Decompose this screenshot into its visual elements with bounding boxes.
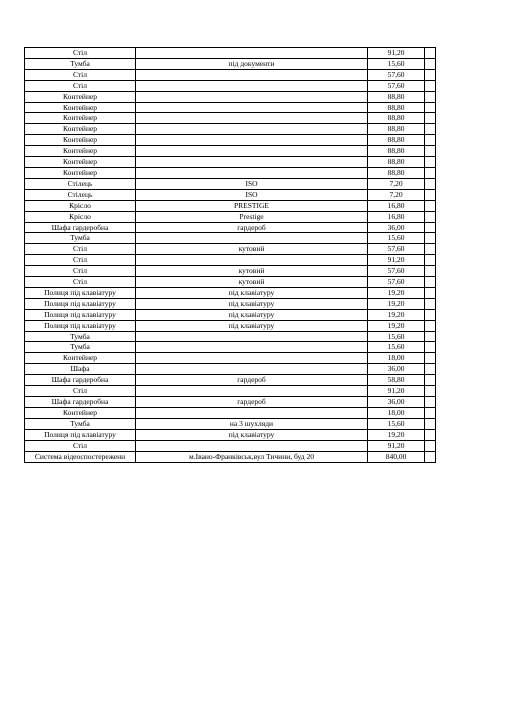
item-price-cell: 91,20 xyxy=(368,440,425,451)
table-row xyxy=(25,266,436,277)
item-price-cell: 58,80 xyxy=(368,375,425,386)
item-name-cell: Тумба xyxy=(25,331,136,342)
item-name-cell: Полиця під клавіатуру xyxy=(25,429,136,440)
blank-cell xyxy=(425,375,436,386)
blank-cell xyxy=(425,167,436,178)
table-row xyxy=(25,397,436,408)
inventory-table xyxy=(24,47,436,463)
item-note-cell: ISO xyxy=(136,189,368,200)
item-price-cell: 36,00 xyxy=(368,397,425,408)
item-name-cell: Система відеоспостереженн xyxy=(25,451,136,463)
item-price-cell: 36,00 xyxy=(368,364,425,375)
item-name-cell: Шафа гардеробна xyxy=(25,222,136,233)
item-name-cell: Контейнер xyxy=(25,353,136,364)
item-note-cell: під документи xyxy=(136,58,368,69)
item-name-cell: Контейнер xyxy=(25,113,136,124)
item-name-cell: Шафа гардеробна xyxy=(25,375,136,386)
blank-cell xyxy=(425,233,436,244)
item-price-cell: 57,60 xyxy=(368,80,425,91)
item-price-cell: 91,20 xyxy=(368,255,425,266)
table-row xyxy=(25,222,436,233)
blank-cell xyxy=(425,309,436,320)
blank-cell xyxy=(425,200,436,211)
item-price-cell: 7,20 xyxy=(368,189,425,200)
item-name-cell: Стілець xyxy=(25,178,136,189)
blank-cell xyxy=(425,124,436,135)
blank-cell xyxy=(425,113,436,124)
item-note-cell xyxy=(136,102,368,113)
item-name-cell: Стілець xyxy=(25,189,136,200)
table-row xyxy=(25,429,436,440)
blank-cell xyxy=(425,342,436,353)
blank-cell xyxy=(425,418,436,429)
item-price-cell: 15,60 xyxy=(368,342,425,353)
item-price-cell: 15,60 xyxy=(368,331,425,342)
item-name-cell: Крісло xyxy=(25,200,136,211)
table-row xyxy=(25,200,436,211)
table-row xyxy=(25,287,436,298)
item-price-cell: 15,60 xyxy=(368,233,425,244)
item-note-cell: гардероб xyxy=(136,397,368,408)
item-price-cell: 91,20 xyxy=(368,48,425,59)
blank-cell xyxy=(425,266,436,277)
table-row xyxy=(25,178,436,189)
item-price-cell: 36,00 xyxy=(368,222,425,233)
item-name-cell: Стіл xyxy=(25,244,136,255)
blank-cell xyxy=(425,255,436,266)
item-price-cell: 88,80 xyxy=(368,135,425,146)
blank-cell xyxy=(425,58,436,69)
table-row xyxy=(25,113,436,124)
item-name-cell: Контейнер xyxy=(25,157,136,168)
blank-cell xyxy=(425,211,436,222)
item-price-cell: 18,00 xyxy=(368,353,425,364)
blank-cell xyxy=(425,320,436,331)
item-note-cell xyxy=(136,91,368,102)
table-row xyxy=(25,189,436,200)
table-row xyxy=(25,48,436,59)
item-price-cell: 91,20 xyxy=(368,386,425,397)
item-name-cell: Тумба xyxy=(25,342,136,353)
table-row xyxy=(25,124,436,135)
item-price-cell: 19,20 xyxy=(368,429,425,440)
item-note-cell xyxy=(136,167,368,178)
item-price-cell: 19,20 xyxy=(368,298,425,309)
item-name-cell: Контейнер xyxy=(25,91,136,102)
item-name-cell: Полиця під клавіатуру xyxy=(25,309,136,320)
item-note-cell xyxy=(136,364,368,375)
item-price-cell: 88,80 xyxy=(368,167,425,178)
table-row xyxy=(25,58,436,69)
blank-cell xyxy=(425,429,436,440)
item-note-cell: ISO xyxy=(136,178,368,189)
item-price-cell: 19,20 xyxy=(368,320,425,331)
item-note-cell xyxy=(136,48,368,59)
table-row xyxy=(25,102,436,113)
table-row xyxy=(25,255,436,266)
item-note-cell xyxy=(136,255,368,266)
item-name-cell: Шафа xyxy=(25,364,136,375)
item-name-cell: Стіл xyxy=(25,386,136,397)
item-price-cell: 19,20 xyxy=(368,309,425,320)
table-row xyxy=(25,386,436,397)
item-name-cell: Стіл xyxy=(25,277,136,288)
item-price-cell: 16,80 xyxy=(368,200,425,211)
item-price-cell: 57,60 xyxy=(368,244,425,255)
item-note-cell xyxy=(136,135,368,146)
item-price-cell: 15,60 xyxy=(368,418,425,429)
item-note-cell xyxy=(136,157,368,168)
item-price-cell: 57,60 xyxy=(368,277,425,288)
item-note-cell xyxy=(136,124,368,135)
table-row xyxy=(25,451,436,463)
item-price-cell: 88,80 xyxy=(368,113,425,124)
table-row xyxy=(25,342,436,353)
table-row xyxy=(25,244,436,255)
item-note-cell: під клавіатуру xyxy=(136,429,368,440)
item-name-cell: Полиця під клавіатуру xyxy=(25,287,136,298)
blank-cell xyxy=(425,80,436,91)
table-row xyxy=(25,233,436,244)
item-price-cell: 840,00 xyxy=(368,451,425,463)
item-note-cell xyxy=(136,407,368,418)
table-row xyxy=(25,157,436,168)
item-note-cell: Prestige xyxy=(136,211,368,222)
item-name-cell: Контейнер xyxy=(25,102,136,113)
table-row xyxy=(25,309,436,320)
item-name-cell: Полиця під клавіатуру xyxy=(25,320,136,331)
item-note-cell: кутовий xyxy=(136,244,368,255)
blank-cell xyxy=(425,48,436,59)
blank-cell xyxy=(425,91,436,102)
table-row xyxy=(25,407,436,418)
blank-cell xyxy=(425,287,436,298)
table-row xyxy=(25,91,436,102)
item-name-cell: Тумба xyxy=(25,418,136,429)
table-row xyxy=(25,331,436,342)
table-row xyxy=(25,277,436,288)
item-note-cell: гардероб xyxy=(136,222,368,233)
table-row xyxy=(25,440,436,451)
table-row xyxy=(25,69,436,80)
item-name-cell: Стіл xyxy=(25,255,136,266)
table-row xyxy=(25,364,436,375)
blank-cell xyxy=(425,386,436,397)
blank-cell xyxy=(425,69,436,80)
item-name-cell: Стіл xyxy=(25,440,136,451)
item-price-cell: 19,20 xyxy=(368,287,425,298)
item-note-cell xyxy=(136,69,368,80)
item-price-cell: 16,80 xyxy=(368,211,425,222)
item-price-cell: 7,20 xyxy=(368,178,425,189)
item-name-cell: Стіл xyxy=(25,48,136,59)
blank-cell xyxy=(425,331,436,342)
item-name-cell: Полиця під клавіатуру xyxy=(25,298,136,309)
blank-cell xyxy=(425,222,436,233)
item-note-cell xyxy=(136,80,368,91)
item-price-cell: 57,60 xyxy=(368,69,425,80)
item-note-cell xyxy=(136,331,368,342)
item-note-cell: кутовий xyxy=(136,277,368,288)
table-row xyxy=(25,146,436,157)
item-note-cell xyxy=(136,113,368,124)
item-price-cell: 57,60 xyxy=(368,266,425,277)
item-name-cell: Контейнер xyxy=(25,407,136,418)
item-note-cell xyxy=(136,342,368,353)
blank-cell xyxy=(425,189,436,200)
item-name-cell: Контейнер xyxy=(25,135,136,146)
item-note-cell: PRESTIGE xyxy=(136,200,368,211)
blank-cell xyxy=(425,102,436,113)
blank-cell xyxy=(425,440,436,451)
item-note-cell xyxy=(136,386,368,397)
item-note-cell: під клавіатуру xyxy=(136,287,368,298)
inventory-table-body xyxy=(25,48,436,463)
table-row xyxy=(25,135,436,146)
item-name-cell: Стіл xyxy=(25,266,136,277)
table-row xyxy=(25,80,436,91)
blank-cell xyxy=(425,407,436,418)
item-name-cell: Контейнер xyxy=(25,167,136,178)
item-note-cell: під клавіатуру xyxy=(136,309,368,320)
item-note-cell: кутовий xyxy=(136,266,368,277)
item-price-cell: 88,80 xyxy=(368,157,425,168)
blank-cell xyxy=(425,135,436,146)
item-note-cell xyxy=(136,440,368,451)
item-price-cell: 88,80 xyxy=(368,102,425,113)
item-name-cell: Крісло xyxy=(25,211,136,222)
item-name-cell: Тумба xyxy=(25,58,136,69)
item-name-cell: Стіл xyxy=(25,69,136,80)
blank-cell xyxy=(425,364,436,375)
item-price-cell: 88,80 xyxy=(368,91,425,102)
item-name-cell: Тумба xyxy=(25,233,136,244)
item-price-cell: 88,80 xyxy=(368,146,425,157)
item-price-cell: 88,80 xyxy=(368,124,425,135)
table-row xyxy=(25,320,436,331)
item-name-cell: Шафа гардеробна xyxy=(25,397,136,408)
table-row xyxy=(25,211,436,222)
item-note-cell xyxy=(136,146,368,157)
blank-cell xyxy=(425,353,436,364)
item-note-cell xyxy=(136,353,368,364)
item-price-cell: 15,60 xyxy=(368,58,425,69)
table-row xyxy=(25,418,436,429)
blank-cell xyxy=(425,277,436,288)
blank-cell xyxy=(425,298,436,309)
blank-cell xyxy=(425,397,436,408)
item-name-cell: Стіл xyxy=(25,80,136,91)
blank-cell xyxy=(425,244,436,255)
table-row xyxy=(25,353,436,364)
table-row xyxy=(25,375,436,386)
table-row xyxy=(25,298,436,309)
item-name-cell: Контейнер xyxy=(25,124,136,135)
item-note-cell: під клавіатуру xyxy=(136,298,368,309)
blank-cell xyxy=(425,157,436,168)
item-note-cell: під клавіатуру xyxy=(136,320,368,331)
item-note-cell xyxy=(136,233,368,244)
item-name-cell: Контейнер xyxy=(25,146,136,157)
blank-cell xyxy=(425,451,436,463)
item-price-cell: 18,00 xyxy=(368,407,425,418)
table-row xyxy=(25,167,436,178)
blank-cell xyxy=(425,178,436,189)
blank-cell xyxy=(425,146,436,157)
item-note-cell: м.Івано-Франківськ,вул Тичини, буд 20 xyxy=(136,451,368,463)
item-note-cell: гардероб xyxy=(136,375,368,386)
item-note-cell: на 3 шухляди xyxy=(136,418,368,429)
